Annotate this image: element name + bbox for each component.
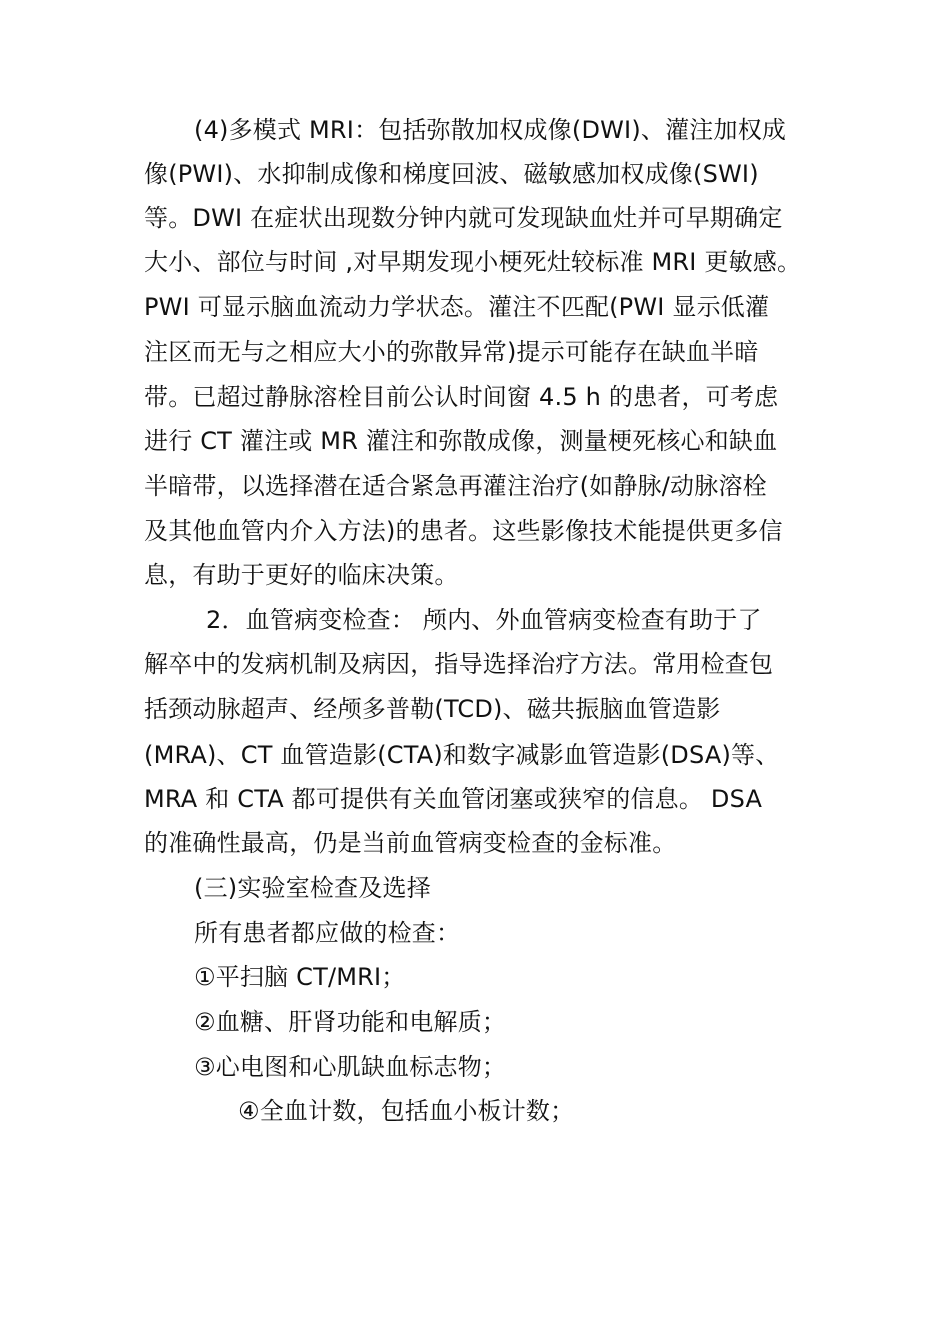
text-line-4: 大小、部位与时间 ,对早期发现小梗死灶较标准 MRI 更敏感。	[144, 248, 802, 276]
text-line-6: 注区而无与之相应大小的弥散异常)提示可能存在缺血半暗	[144, 338, 759, 366]
text-line-14: 括颈动脉超声、经颅多普勒(TCD)、磁共振脑血管造影	[144, 695, 721, 723]
text-line-12: 2．血管病变检查： 颅内、外血管病变检查有助于了	[206, 606, 762, 634]
text-line-10: 及其他血管内介入方法)的患者。这些影像技术能提供更多信	[144, 517, 783, 545]
text-line-17: 的准确性最高，仍是当前血管病变检查的金标准。	[144, 829, 677, 857]
list-item-4: ④全血计数，包括血小板计数；	[238, 1097, 575, 1125]
list-item-1: ①平扫脑 CT/MRI；	[194, 963, 406, 991]
text-line-19: 所有患者都应做的检查：	[194, 919, 461, 947]
section-heading: (三)实验室检查及选择	[194, 874, 431, 902]
text-line-5: PWI 可显示脑血流动力学状态。灌注不匹配(PWI 显示低灌	[144, 293, 770, 321]
text-line-11: 息，有助于更好的临床决策。	[144, 561, 459, 589]
text-line-9: 半暗带，以选择潜在适合紧急再灌注治疗(如静脉/动脉溶栓	[144, 472, 767, 500]
text-line-2: 像(PWI)、水抑制成像和梯度回波、磁敏感加权成像(SWI)	[144, 160, 759, 188]
text-line-8: 进行 CT 灌注或 MR 灌注和弥散成像，测量梗死核心和缺血	[144, 427, 778, 455]
text-line-13: 解卒中的发病机制及病因，指导选择治疗方法。常用检查包	[144, 650, 774, 678]
text-line-7: 带。已超过静脉溶栓目前公认时间窗 4.5 h 的患者，可考虑	[144, 383, 779, 411]
text-line-16: MRA 和 CTA 都可提供有关血管闭塞或狭窄的信息。 DSA	[144, 785, 763, 813]
list-item-2: ②血糖、肝肾功能和电解质；	[194, 1008, 507, 1036]
text-line-3: 等。DWI 在症状出现数分钟内就可发现缺血灶并可早期确定	[144, 204, 783, 232]
list-item-3: ③心电图和心肌缺血标志物；	[194, 1053, 507, 1081]
text-line-15: (MRA)、CT 血管造影(CTA)和数字减影血管造影(DSA)等、	[144, 741, 780, 769]
text-line-1: (4)多模式 MRI：包括弥散加权成像(DWI)、灌注加权成	[194, 116, 787, 144]
